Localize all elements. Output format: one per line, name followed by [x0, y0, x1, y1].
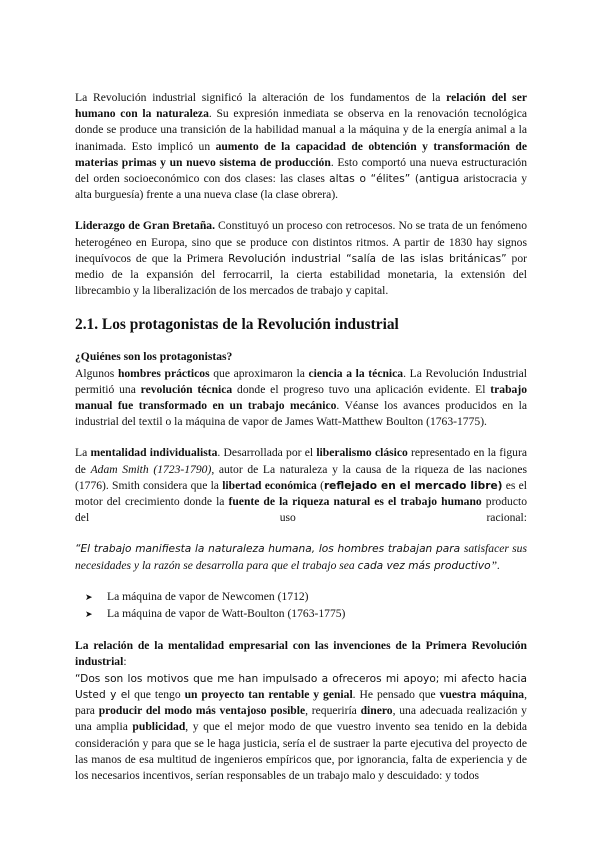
bold-text: mentalidad individualista — [90, 446, 218, 460]
italic-text: Adam Smith (1723-1790) — [90, 462, 212, 476]
bold-text: ciencia a la técnica — [308, 366, 404, 380]
bold-text: Liderazgo de Gran Bretaña. — [75, 219, 215, 233]
text: es el motor del crecimiento donde la — [75, 478, 527, 509]
sans-text: Revolución industrial “salía de las islas británicas” — [228, 252, 507, 265]
list-item-text: La máquina de vapor de Watt-Boulton (1763-1775) — [107, 607, 346, 621]
text: : — [123, 655, 127, 669]
text: . Esto comportó una nueva estructuración del orden socioeconómico con dos clases: las clases — [75, 155, 528, 186]
arrow-bullet-icon: ➤ — [85, 592, 93, 603]
text: Constituyó un proceso con retrocesos. No se trata de un fenómeno heterogéneo en Europa, sino que se produce con distintos ritmos. A partir de 1830 hay signos inequívocos de que la Primera — [75, 219, 527, 265]
bold-text: vuestra máquina — [439, 687, 525, 701]
paragraph-britain-leadership — [75, 218, 527, 299]
text: , una adecuada realización y una amplia — [75, 704, 527, 734]
text: representado en la figura de — [75, 446, 527, 476]
text: , y que el mejor modo de que vuestro invento sea tenido en la debida consideración y para que se le haga justicia, sería el de sustraer la parte ejecutiva del proyecto de las manos de esa multitud de ingenieros empíricos que, por ignorancia, falta de experiencia y de los necesarios incentivos, serían responsables de un trabajo malo y descuidado: y todos — [75, 720, 527, 782]
text: aristocracia y alta burguesía) frente a una nueva clase (la clase obrera). — [75, 172, 527, 202]
bold-sans-text: reflejado en el mercado libre) — [323, 479, 503, 492]
paragraph-individualist-mentality — [75, 445, 527, 526]
text: , para — [75, 687, 527, 718]
text: , requeriría — [305, 704, 361, 718]
bold-text: producir del modo más ventajoso posible — [98, 704, 306, 718]
text: . Desarrollada por el — [217, 446, 317, 460]
document-page — [75, 90, 527, 784]
text: . He pensado que — [352, 687, 440, 701]
quote-text: “El trabajo manifiesta la naturaleza humana, los hombres trabajan para — [75, 543, 464, 556]
quote-text: ”. — [490, 558, 500, 572]
bold-text: trabajo manual fue transformado en un trabajo mecánico — [75, 382, 527, 413]
list-item-text: La máquina de vapor de Newcomen (1712) — [107, 589, 309, 603]
text: . Véanse los avances producidos en la industrial del textil o la máquina de vapor de James Watt-Matthew Boulton (1763-1775). — [75, 399, 527, 429]
bold-heading-text: La relación de la mentalidad empresarial con las invenciones de la Primera Revolución industrial — [75, 639, 527, 669]
bold-text: fuente de la riqueza natural es el trabajo humano — [228, 495, 482, 509]
arrow-bullet-icon: ➤ — [85, 610, 93, 621]
text: Algunos — [75, 366, 118, 380]
paragraph-entrepreneurial-mentality — [75, 638, 527, 784]
bold-text: dinero — [360, 704, 393, 718]
question-heading: ¿Quiénes son los protagonistas? — [75, 350, 233, 364]
sans-text: altas o “élites” (antigua — [329, 173, 460, 186]
text: donde el progreso tuvo una aplicación evidente. El — [232, 382, 491, 396]
text: La Revolución industrial significó la alteración de los fundamentos de la — [75, 91, 447, 104]
bold-text: aumento de la capacidad de obtención y transformación de materias primas y un nuevo sistema de producción — [75, 139, 527, 169]
steam-engine-list — [85, 589, 527, 623]
bold-text: publicidad — [132, 720, 186, 734]
text: ( — [316, 478, 324, 492]
paragraph-protagonists — [75, 349, 527, 430]
text: que aproximaron la — [209, 366, 309, 380]
text: . Su expresión inmediata se observa en la renovación tecnológica donde se produce una transición de la habilidad manual a la máquina y de la energía animal a la inanimada. Esto implicó un — [75, 107, 527, 153]
list-item — [85, 606, 527, 623]
bold-text: liberalismo clásico — [316, 446, 408, 460]
text: . La Revolución Industrial permitió una — [75, 366, 527, 396]
text: producto del uso racional: — [75, 495, 527, 525]
text: , autor de La naturaleza y la causa de la riqueza de las naciones (1776). Smith considera que la — [75, 462, 527, 492]
quote-text: satisfacer sus necesidades y la razón se desarrolla para que el trabajo sea — [75, 542, 527, 572]
section-heading: 2.1. Los protagonistas de la Revolución industrial — [75, 316, 399, 334]
list-item — [85, 589, 527, 606]
sans-text: “Dos son los motivos que me han impulsado a ofreceros mi apoyo; mi afecto hacia Usted y el — [75, 672, 527, 701]
bold-text: relación del ser humano con la naturaleza — [75, 91, 527, 121]
text: La — [75, 446, 91, 460]
text: que tengo — [130, 687, 185, 701]
bold-text: revolución técnica — [140, 382, 233, 396]
bold-text: hombres prácticos — [117, 366, 210, 380]
smith-quote — [75, 541, 527, 573]
bold-text: un proyecto tan rentable y genial — [184, 687, 353, 701]
text: por medio de la expansión del ferrocarril, la cierta estabilidad monetaria, la extensión del librecambio y la liberalización de los mercados de trabajo y capital. — [75, 251, 528, 298]
paragraph-industrial-revolution — [75, 90, 527, 203]
bold-text: libertad económica — [222, 478, 317, 492]
quote-text: cada vez más productivo — [357, 559, 491, 572]
